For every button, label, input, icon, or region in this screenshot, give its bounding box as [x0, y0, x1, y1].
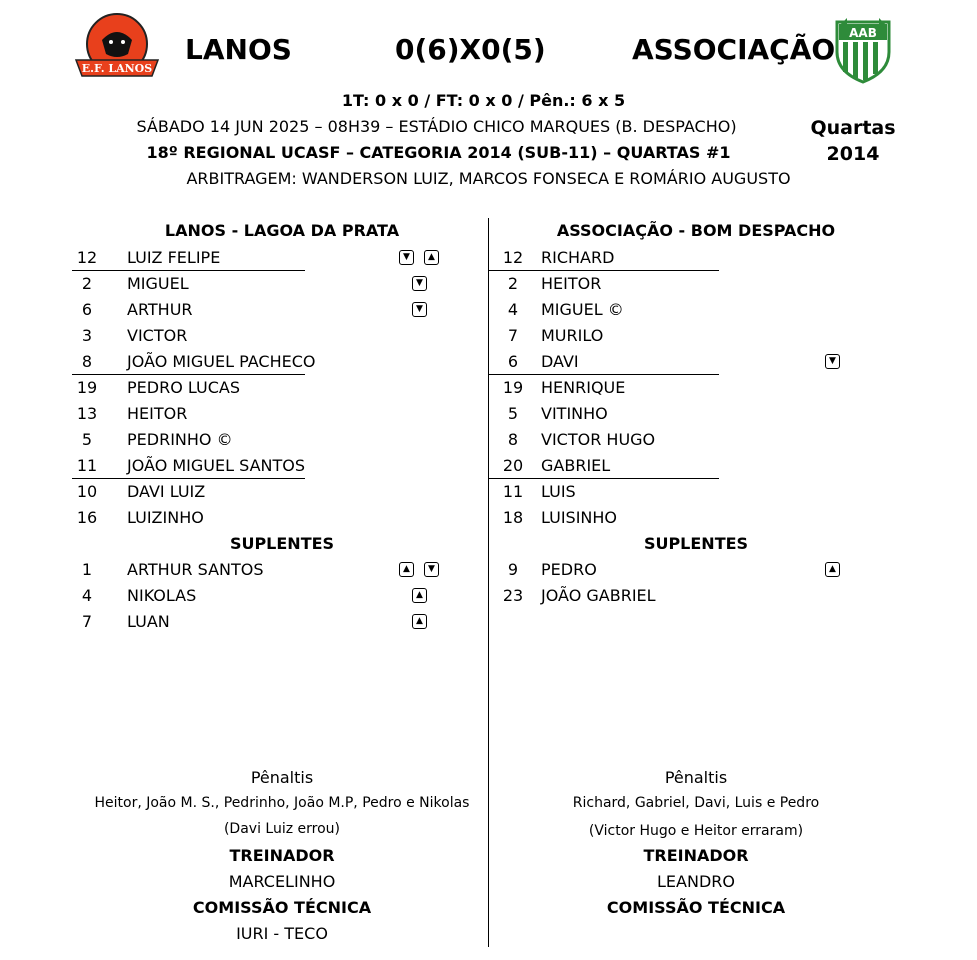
table-row: 20 GABRIEL — [502, 456, 611, 475]
svg-text:E.F. LANOS: E.F. LANOS — [81, 62, 153, 75]
referees-line: ARBITRAGEM: WANDERSON LUIZ, MARCOS FONSECA E ROMÁRIO AUGUSTO — [186, 169, 791, 188]
home-staff: IURI - TECO — [236, 924, 328, 943]
table-row: 3 VICTOR — [81, 326, 188, 345]
home-coach-title: TREINADOR — [229, 846, 335, 865]
home-coach: MARCELINHO — [228, 872, 336, 891]
date-venue-line: SÁBADO 14 JUN 2025 – 08H39 – ESTÁDIO CHICO MARQUES (B. DESPACHO) — [136, 117, 737, 136]
table-row: 13 HEITOR — [76, 404, 188, 423]
column-divider — [488, 218, 489, 947]
table-row: 4 MIGUEL © — [507, 300, 624, 319]
away-penalties-scorers: Richard, Gabriel, Davi, Luis e Pedro — [572, 795, 820, 811]
match-score: 0(6)X0(5) — [395, 33, 546, 66]
away-subs-title: SUPLENTES — [643, 534, 749, 553]
away-team-logo — [833, 18, 893, 84]
table-row: 8 JOÃO MIGUEL PACHECO — [81, 352, 316, 371]
table-row: 7 LUAN ▲ — [72, 609, 472, 635]
table-row: 12 RICHARD — [502, 248, 615, 267]
table-row: 19 PEDRO LUCAS — [76, 378, 240, 397]
competition-line: 18º REGIONAL UCASF – CATEGORIA 2014 (SUB-11) – QUARTAS #1 — [146, 143, 731, 162]
table-row: 5 PEDRINHO © — [81, 430, 233, 449]
arrow-down-box-icon: ▼ — [412, 276, 427, 291]
table-row: 11 JOÃO MIGUEL SANTOS — [76, 456, 306, 475]
home-penalties-scorers: Heitor, João M. S., Pedrinho, João M.P, Pedro e Nikolas — [94, 795, 470, 811]
arrow-down-box-icon: ▼ — [825, 354, 840, 369]
stage-label: Quartas — [810, 117, 896, 139]
table-row: 6 ARTHUR ▼ — [72, 297, 472, 323]
arrow-up-box-icon: ▲ — [424, 250, 439, 265]
home-subs-title: SUPLENTES — [229, 534, 335, 553]
home-staff-title: COMISSÃO TÉCNICA — [192, 898, 372, 917]
arrow-up-box-icon: ▲ — [412, 614, 427, 629]
arrow-up-box-icon: ▲ — [825, 562, 840, 577]
arrow-down-box-icon: ▼ — [424, 562, 439, 577]
table-row: 16 LUIZINHO — [76, 508, 204, 527]
table-row: 6 DAVI ▼ — [498, 349, 898, 375]
home-team-logo — [72, 10, 162, 82]
stage-year: 2014 — [826, 143, 880, 165]
table-row: 7 MURILO — [507, 326, 604, 345]
home-column-title: LANOS - LAGOA DA PRATA — [164, 221, 400, 240]
away-penalties-missed: (Victor Hugo e Heitor erraram) — [588, 823, 804, 839]
away-team-name: ASSOCIAÇÃO — [632, 33, 836, 66]
table-row: 23 JOÃO GABRIEL — [502, 586, 656, 605]
away-column-title: ASSOCIAÇÃO - BOM DESPACHO — [556, 221, 836, 240]
table-row: 11 LUIS — [502, 482, 576, 501]
away-coach: LEANDRO — [657, 872, 735, 891]
away-penalties-title: Pênaltis — [664, 768, 728, 787]
table-row: 1 ARTHUR SANTOS ▲ ▼ — [72, 557, 472, 583]
partials-line: 1T: 0 x 0 / FT: 0 x 0 / Pên.: 6 x 5 — [341, 91, 626, 110]
home-penalties-title: Pênaltis — [250, 768, 314, 787]
home-penalties-missed: (Davi Luiz errou) — [223, 821, 341, 837]
arrow-down-box-icon: ▼ — [412, 302, 427, 317]
table-row: 2 MIGUEL ▼ — [72, 271, 472, 297]
arrow-down-box-icon: ▼ — [399, 250, 414, 265]
table-row: 19 HENRIQUE — [502, 378, 626, 397]
table-row: 5 VITINHO — [507, 404, 608, 423]
svg-text:AAB: AAB — [849, 26, 877, 40]
away-staff-title: COMISSÃO TÉCNICA — [606, 898, 786, 917]
away-coach-title: TREINADOR — [643, 846, 749, 865]
table-row: 18 LUISINHO — [502, 508, 618, 527]
arrow-up-box-icon: ▲ — [412, 588, 427, 603]
table-row: 8 VICTOR HUGO — [507, 430, 656, 449]
table-row: 10 DAVI LUIZ — [76, 482, 206, 501]
table-row: 12 LUIZ FELIPE ▼ ▲ — [72, 245, 472, 271]
home-team-name: LANOS — [185, 33, 292, 66]
arrow-up-box-icon: ▲ — [399, 562, 414, 577]
table-row: 2 HEITOR — [507, 274, 602, 293]
table-row: 9 PEDRO ▲ — [498, 557, 898, 583]
table-row: 4 NIKOLAS ▲ — [72, 583, 472, 609]
